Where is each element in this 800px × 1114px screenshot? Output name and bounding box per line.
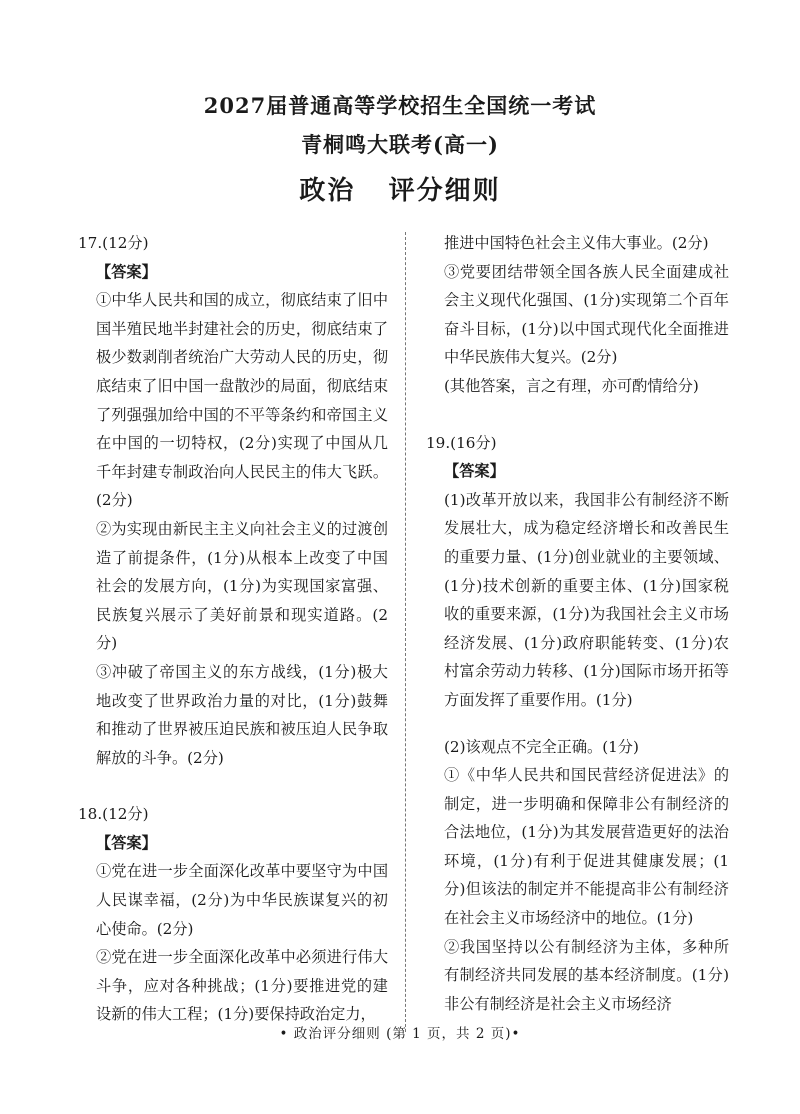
q17-answer-label: 【答案】	[96, 262, 157, 281]
q17-paragraph-3: ③冲破了帝国主义的东方战线，(1分)极大地改变了世界政治力量的对比，(1分)鼓舞和推动了世界被压迫民族和被压迫人民争取解放的斗争。(2分)	[96, 662, 388, 767]
q18-paragraph-2: ②党在进一步全面深化改革中必须进行伟大斗争，应对各种挑战；(1分)要推进党的建设新的伟大工程；(1分)要保持政治定力，	[96, 948, 388, 1024]
left-column	[78, 229, 388, 1029]
q19-part2-intro: (2)该观点不完全正确。(1分)	[444, 737, 639, 756]
page-footer: • 政治评分细则 (第 1 页，共 2 页)•	[279, 1026, 521, 1042]
right-column	[426, 229, 729, 1018]
q17-paragraph-1: ①中华人民共和国的成立，彻底结束了旧中国半殖民地半封建社会的历史，彻底结束了极少数剥削者统治广大劳动人民的历史，彻底结束了旧中国一盘散沙的局面，彻底结束了列强强加给中国的不平等条约和帝国主义在中国的一切特权，(2分)实现了中国从几千年封建专制政治向人民民主的伟大飞跃。(2分)	[96, 291, 388, 510]
column-divider	[405, 232, 406, 1032]
q19-part1: (1)改革开放以来，我国非公有制经济不断发展壮大，成为稳定经济增长和改善民生的重要力量、(1分)创业就业的主要领域、(1分)技术创新的重要主体、(1分)国家税收的重要来源，(1分)为我国社会主义市场经济发展、(1分)政府职能转变、(1分)农村富余劳动力转移、(1分)国际市场开拓等方面发挥了重要作用。(1分)	[444, 490, 729, 709]
exam-title: 2027届普通高等学校招生全国统一考试	[203, 93, 597, 118]
q18-answer-label: 【答案】	[96, 833, 157, 852]
q18-paragraph-1: ①党在进一步全面深化改革中要坚守为中国人民谋幸福，(2分)为中华民族谋复兴的初心使命。(2分)	[96, 862, 388, 938]
q19-answer-label: 【答案】	[444, 462, 505, 481]
q19-part2-paragraph-1: ①《中华人民共和国民营经济促进法》的制定，进一步明确和保障非公有制经济的合法地位，(1分)为其发展营造更好的法治环境，(1分)有利于促进其健康发展；(1分)但该法的制定并不能提高非公有制经济在社会主义市场经济中的地位。(1分)	[444, 766, 729, 928]
q19-heading: 19.(16分)	[426, 433, 497, 452]
q18-heading: 18.(12分)	[78, 805, 149, 824]
q18-paragraph-3: ③党要团结带领全国各族人民全面建成社会主义现代化强国、(1分)实现第二个百年奋斗目标，(1分)以中国式现代化全面推进中华民族伟大复兴。(2分)	[444, 262, 729, 367]
q19-part2-paragraph-2: ②我国坚持以公有制经济为主体，多种所有制经济共同发展的基本经济制度。(1分)非公有制经济是社会主义市场经济	[444, 937, 729, 1013]
q18-paragraph-2-continued: 推进中国特色社会主义伟大事业。(2分)	[444, 234, 709, 252]
q17-paragraph-2: ②为实现由新民主主义向社会主义的过渡创造了前提条件，(1分)从根本上改变了中国社会的发展方向，(1分)为实现国家富强、民族复兴展示了美好前景和现实道路。(2分)	[96, 519, 388, 653]
subject-title: 政治 评分细则	[299, 176, 501, 206]
exam-subtitle: 青桐鸣大联考(高一)	[301, 132, 499, 157]
q18-note: (其他答案，言之有理，亦可酌情给分)	[444, 376, 699, 395]
q17-heading: 17.(12分)	[78, 234, 149, 252]
